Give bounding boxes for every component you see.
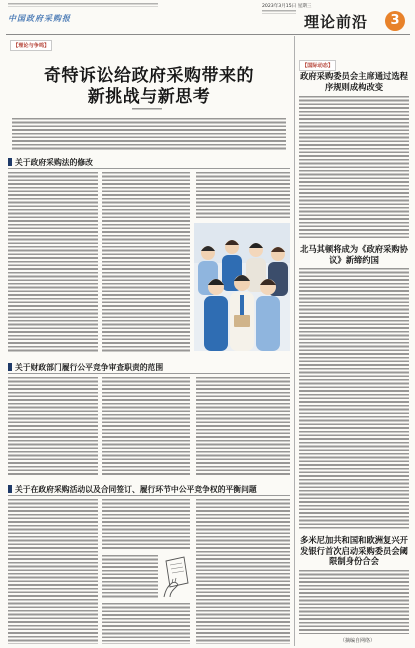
section-3-column-2-bottom bbox=[102, 603, 190, 644]
section-2-column-3 bbox=[196, 377, 290, 477]
sidebar-headline-1: 政府采购委员会主席通过选程序规则成构改变 bbox=[300, 71, 408, 92]
heading-marker bbox=[8, 363, 12, 371]
issue-date: 2023年3月15日 星期三 bbox=[262, 4, 312, 9]
section-title: 理论前沿 bbox=[304, 13, 369, 31]
sidebar-headline-2: 北马其顿将成为《政府采购协议》新缔约国 bbox=[300, 244, 408, 265]
section-3-column-2-wrap bbox=[102, 555, 158, 599]
article-tag: 【理论与争鸣】 bbox=[10, 40, 52, 51]
section-3-column-2-top bbox=[102, 499, 190, 551]
section-2-column-1 bbox=[8, 377, 98, 477]
sidebar-story-1-body bbox=[299, 96, 409, 238]
article-title-line-1: 奇特诉讼给政府采购带来的 bbox=[44, 66, 254, 86]
section-heading-1 bbox=[8, 157, 290, 169]
article-title-line-2: 新挑战与新思考 bbox=[87, 87, 211, 107]
section-heading-3-label: 关于在政府采购活动以及合同签订、履行环节中公平竞争权的平衡问题 bbox=[15, 485, 257, 494]
section-heading-3 bbox=[8, 484, 290, 496]
contact-line bbox=[8, 3, 158, 7]
heading-marker bbox=[8, 158, 12, 166]
section-heading-1-label: 关于政府采购法的修改 bbox=[15, 158, 93, 167]
section-1-column-3 bbox=[196, 172, 290, 220]
crowd-illustration bbox=[194, 223, 290, 351]
sidebar-source-note: （摘编自网络） bbox=[340, 638, 376, 644]
section-2-column-2 bbox=[102, 377, 190, 477]
sidebar-tag: 【国际动态】 bbox=[299, 60, 336, 71]
newspaper-masthead: 中国政府采购报 bbox=[8, 14, 71, 23]
page-number-badge: 3 bbox=[385, 11, 405, 31]
author-byline bbox=[132, 108, 162, 111]
column-divider bbox=[294, 36, 295, 646]
sidebar-story-2-body bbox=[299, 268, 409, 530]
header-divider bbox=[6, 34, 410, 35]
section-3-column-1 bbox=[8, 499, 98, 644]
heading-marker bbox=[8, 485, 12, 493]
sidebar-headline-3: 多米尼加共和国和欧洲复兴开发银行首次启动采购委员会阈限制身份合会 bbox=[300, 535, 408, 566]
section-3-column-3 bbox=[196, 499, 290, 644]
editor-line bbox=[262, 10, 296, 14]
article-intro bbox=[12, 118, 286, 151]
sidebar-story-3-body bbox=[299, 570, 409, 634]
section-1-column-1 bbox=[8, 172, 98, 352]
section-1-column-2 bbox=[102, 172, 190, 352]
hand-sketch-illustration bbox=[160, 553, 192, 599]
section-heading-2 bbox=[8, 362, 290, 374]
section-heading-2-label: 关于财政部门履行公平竞争审查职责的范围 bbox=[15, 363, 164, 372]
